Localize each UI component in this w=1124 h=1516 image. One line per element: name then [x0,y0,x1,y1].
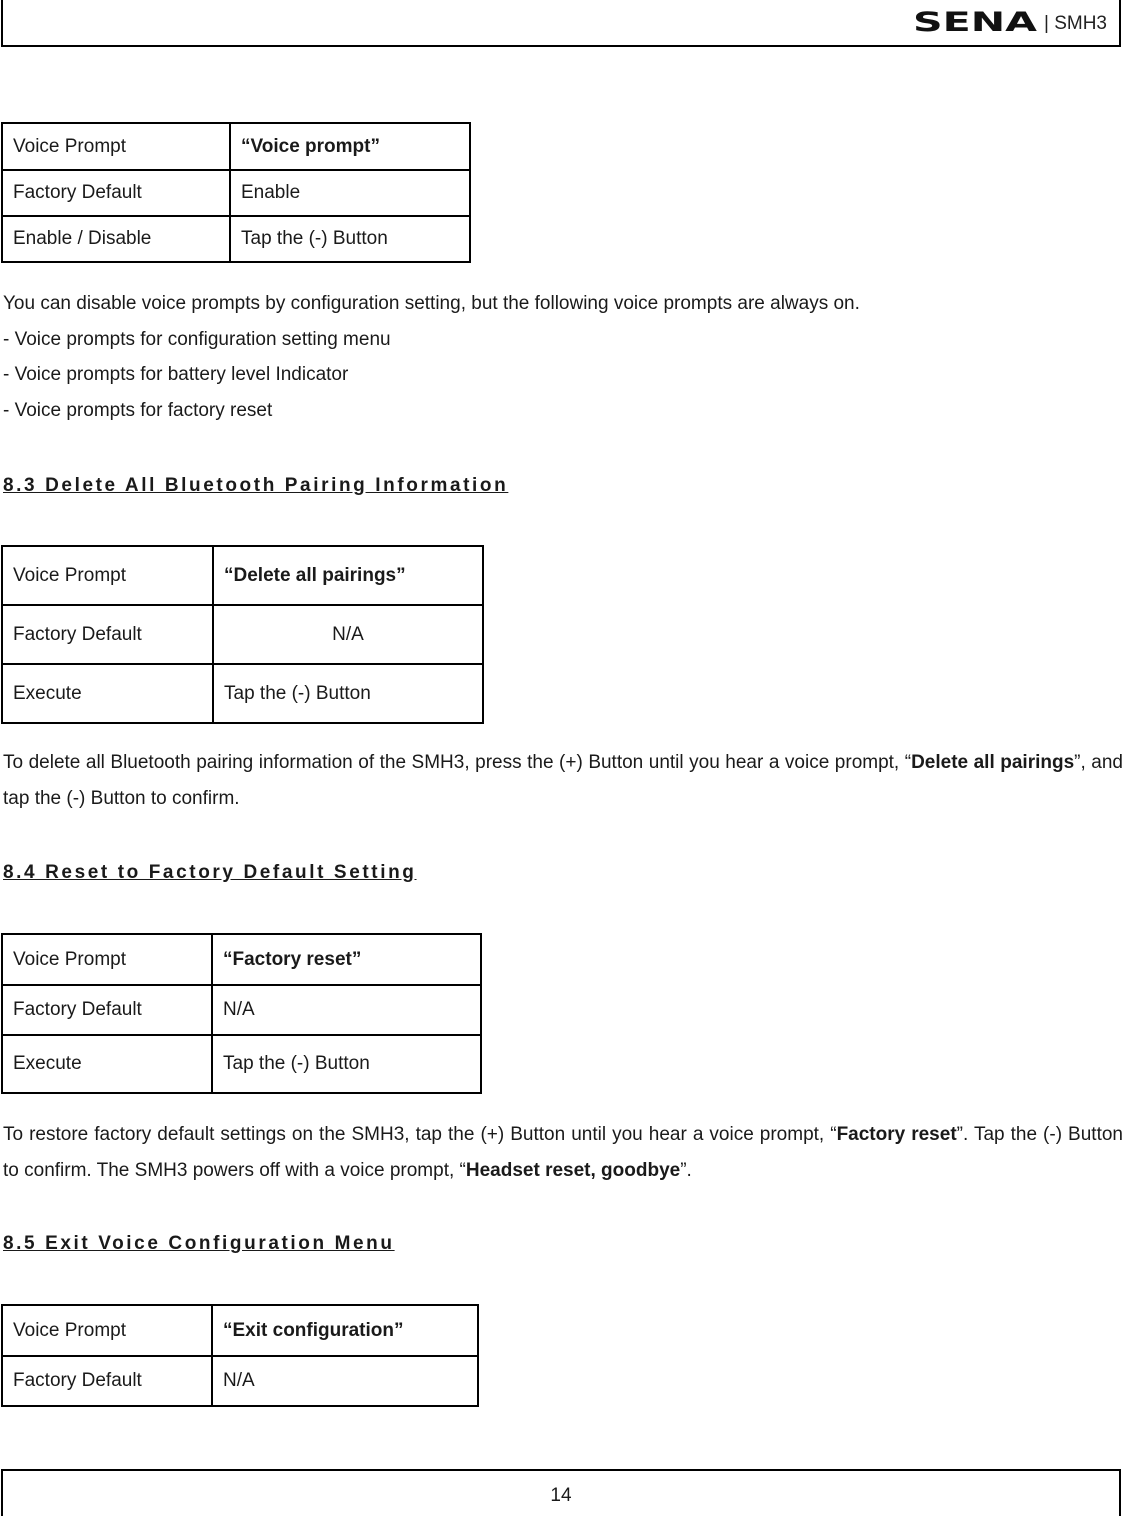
table-cell: Factory Default [2,170,230,216]
table-cell: “Exit configuration” [212,1305,478,1356]
section-heading: 8.5 Exit Voice Configuration Menu [3,1233,395,1254]
svg-text:SENA: SENA [913,9,1037,33]
table-cell: Voice Prompt [2,546,213,605]
table-cell: Enable [230,170,470,216]
intro-text: You can disable voice prompts by configuration setting, but the following voice prompts are always on. [3,293,860,314]
voice-prompt-table [1,122,471,263]
page-header [1,0,1121,47]
list-item: - Voice prompts for factory reset [3,400,273,421]
table-cell: Voice Prompt [2,123,230,170]
section-heading: 8.4 Reset to Factory Default Setting [3,862,417,883]
exit-configuration-table [1,1304,479,1407]
section-heading: 8.3 Delete All Bluetooth Pairing Information [3,475,509,496]
table-row [2,123,470,170]
table-cell: N/A [212,985,481,1035]
table-cell: Execute [2,1035,212,1093]
page-footer [1,1469,1121,1516]
table-cell: N/A [212,1356,478,1406]
table-row [2,934,481,985]
table-row [2,1356,478,1406]
list-item: - Voice prompts for configuration setting menu [3,329,391,350]
table-row [2,1305,478,1356]
table-cell: Tap the (-) Button [213,664,483,723]
table-cell: “Voice prompt” [230,123,470,170]
table-cell: Enable / Disable [2,216,230,262]
table-row [2,170,470,216]
delete-pairings-table [1,545,484,724]
factory-reset-table [1,933,482,1094]
table-row [2,664,483,723]
table-row [2,216,470,262]
table-cell: Tap the (-) Button [212,1035,481,1093]
table-cell: Voice Prompt [2,1305,212,1356]
table-cell: Voice Prompt [2,934,212,985]
table-row [2,546,483,605]
list-item: - Voice prompts for battery level Indicator [3,364,349,385]
table-cell: “Delete all pairings” [213,546,483,605]
table-cell: Factory Default [2,605,213,664]
table-cell: Tap the (-) Button [230,216,470,262]
delete-pairings-description: To delete all Bluetooth pairing information of the SMH3, press the (+) Button until you hear a voice prompt, “Delete all pairings”, and tap the (-) Button to confirm. [3,752,1123,809]
sena-logo [913,9,1037,33]
table-row [2,605,483,664]
table-cell: Factory Default [2,985,212,1035]
page-number: 14 [550,1485,572,1506]
table-row [2,1035,481,1093]
table-row [2,985,481,1035]
table-cell: Factory Default [2,1356,212,1406]
factory-reset-description: To restore factory default settings on the SMH3, tap the (+) Button until you hear a voice prompt, “Factory reset”. Tap the (-) Button to confirm. The SMH3 powers off with a voice prompt, “Headset reset, goodbye”. [3,1124,1123,1181]
table-cell: Execute [2,664,213,723]
table-cell: N/A [213,605,483,664]
model-label: | SMH3 [1043,13,1107,34]
table-cell: “Factory reset” [212,934,481,985]
